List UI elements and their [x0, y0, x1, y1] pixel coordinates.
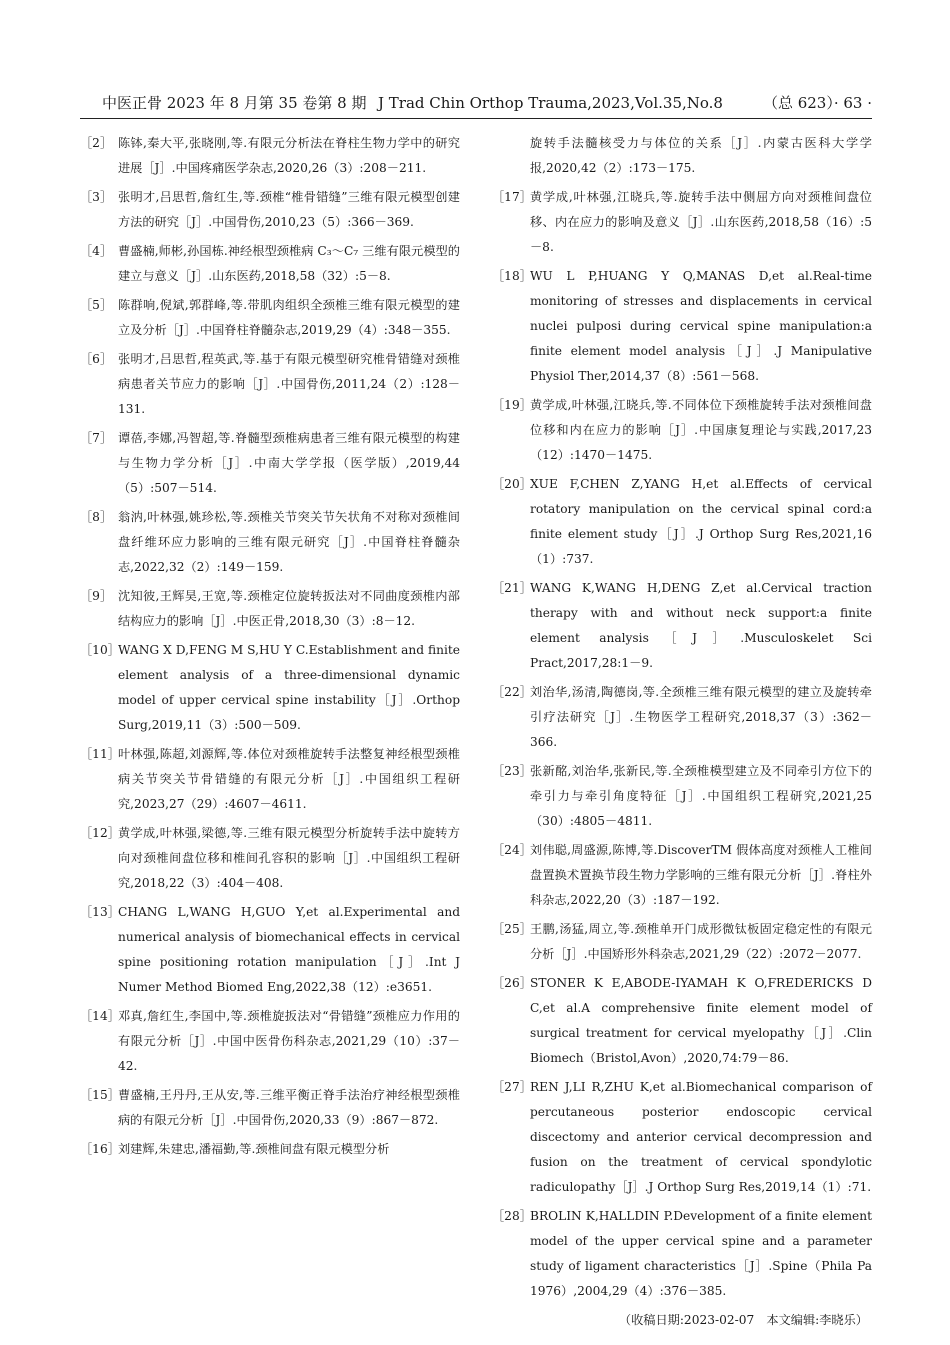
reference-number: ［13］	[80, 905, 120, 919]
reference-number: ［24］	[492, 843, 532, 857]
reference-item	[80, 505, 460, 580]
reference-text: 张明才,吕思哲,詹红生,等.颈椎“椎骨错缝”三维有限元模型创建方法的研究［J］.中国骨伤,2010,23（5）:366－369.	[118, 190, 460, 229]
reference-item	[80, 347, 460, 422]
reference-number: ［6］	[80, 352, 113, 366]
reference-text: WANG X D,FENG M S,HU Y C.Establishment and finite element analysis of a three-dimensional dynamic model of upper cervical spine instability［J］.Orthop Surg,2019,11（3）:500－509.	[118, 643, 460, 732]
reference-text: 陈群响,倪斌,郭群峰,等.带肌肉组织全颈椎三维有限元模型的建立及分析［J］.中国脊柱脊髓杂志,2019,29（4）:348－355.	[118, 298, 460, 337]
reference-text: 曹盛楠,王丹丹,王从安,等.三维平衡正脊手法治疗神经根型颈椎病的有限元分析［J］.中国骨伤,2020,33（9）:867－872.	[118, 1088, 460, 1127]
reference-continuation	[492, 131, 872, 181]
reference-item	[80, 131, 460, 181]
reference-number: ［11］	[80, 747, 120, 761]
reference-column-right	[492, 131, 872, 1333]
reference-item	[492, 1075, 872, 1200]
reference-item	[492, 1204, 872, 1304]
reference-number: ［14］	[80, 1009, 120, 1023]
reference-number: ［22］	[492, 685, 532, 699]
reference-text: 刘建辉,朱建忠,潘福勤,等.颈椎间盘有限元模型分析	[118, 1142, 390, 1156]
reference-number: ［19］	[492, 398, 532, 412]
reference-number: ［12］	[80, 826, 120, 840]
reference-text: 黄学成,叶林强,江晓兵,等.不同体位下颈椎旋转手法对颈椎间盘位移和内在应力的影响［J］.中国康复理论与实践,2017,23（12）:1470－1475.	[530, 398, 872, 462]
journal-title-cn: 中医正骨 2023 年 8 月第 35 卷第 8 期	[102, 94, 367, 112]
reference-item	[492, 393, 872, 468]
reference-number: ［3］	[80, 190, 113, 204]
reference-item	[492, 185, 872, 260]
reference-item	[492, 264, 872, 389]
reference-column-left	[80, 131, 460, 1166]
reference-number: ［7］	[80, 431, 113, 445]
reference-number: ［27］	[492, 1080, 532, 1094]
reference-item	[80, 185, 460, 235]
reference-number: ［4］	[80, 244, 113, 258]
reference-number: ［5］	[80, 298, 113, 312]
reference-number: ［26］	[492, 976, 532, 990]
reference-item	[80, 821, 460, 896]
reference-item	[492, 680, 872, 755]
reference-text: 沈知彼,王辉昊,王宽,等.颈椎定位旋转扳法对不同曲度颈椎内部结构应力的影响［J］.中医正骨,2018,30（3）:8－12.	[118, 589, 460, 628]
reference-text: 刘伟聪,周盛源,陈博,等.DiscoverTM 假体高度对颈椎人工椎间盘置换术置换节段生物力学影响的三维有限元分析［J］.脊柱外科杂志,2022,20（3）:187－192.	[530, 843, 872, 907]
reference-number: ［18］	[492, 269, 532, 283]
reference-text: WANG K,WANG H,DENG Z,et al.Cervical traction therapy with and without neck support:a finite element analysis［J］.Musculoskelet Sci Pract,2017,28:1－9.	[530, 581, 872, 670]
reference-text: 邓真,詹红生,李国中,等.颈椎旋扳法对“骨错缝”颈椎应力作用的有限元分析［J］.中国中医骨伤科杂志,2021,29（10）:37－42.	[118, 1009, 460, 1073]
reference-item	[80, 1004, 460, 1079]
received-date-note: （收稿日期:2023-02-07 本文编辑:李晓乐）	[618, 1313, 868, 1327]
reference-text: STONER K E,ABODE-IYAMAH K O,FREDERICKS D C,et al.A comprehensive finite element model of surgical treatment for cervical myelopathy［J］.Clin Biomech（Bristol,Avon）,2020,74:79－86.	[530, 976, 872, 1065]
reference-item	[80, 1083, 460, 1133]
reference-number: ［23］	[492, 764, 532, 778]
reference-item	[80, 426, 460, 501]
reference-text: 张明才,吕思哲,程英武,等.基于有限元模型研究椎骨错缝对颈椎病患者关节应力的影响［J］.中国骨伤,2011,24（2）:128－131.	[118, 352, 460, 416]
reference-text: 张新酩,刘治华,张新民,等.全颈椎模型建立及不同牵引方位下的牵引力与牵引角度特征［J］.中国组织工程研究,2021,25（30）:4805－4811.	[530, 764, 872, 828]
reference-number: ［25］	[492, 922, 532, 936]
reference-item	[492, 576, 872, 676]
reference-text: 王鹏,汤猛,周立,等.颈椎单开门成形微钛板固定稳定性的有限元分析［J］.中国矫形外科杂志,2021,29（22）:2072－2077.	[530, 922, 872, 961]
header-rule	[80, 118, 872, 119]
reference-text: REN J,LI R,ZHU K,et al.Biomechanical comparison of percutaneous posterior endoscopic cervical discectomy and anterior cervical decompression and fusion on the treatment of cervical spondylotic radiculopathy［J］.J Orthop Surg Res,2019,14（1）:71.	[530, 1080, 872, 1194]
reference-item	[80, 742, 460, 817]
reference-item	[80, 239, 460, 289]
reference-item	[492, 472, 872, 572]
reference-text: 翁汭,叶林强,姚珍松,等.颈椎关节突关节矢状角不对称对颈椎间盘纤维环应力影响的三维有限元研究［J］.中国脊柱脊髓杂志,2022,32（2）:149－159.	[118, 510, 460, 574]
reference-text: 谭蓓,李娜,冯智超,等.脊髓型颈椎病患者三维有限元模型的构建与生物力学分析［J］.中南大学学报（医学版）,2019,44（5）:507－514.	[118, 431, 460, 495]
reference-number: ［21］	[492, 581, 532, 595]
reference-item	[80, 900, 460, 1000]
reference-number: ［28］	[492, 1209, 532, 1223]
reference-item	[80, 638, 460, 738]
reference-number: ［15］	[80, 1088, 120, 1102]
reference-item	[492, 971, 872, 1071]
reference-text: 刘治华,汤清,陶德岗,等.全颈椎三维有限元模型的建立及旋转牵引疗法研究［J］.生物医学工程研究,2018,37（3）:362－366.	[530, 685, 872, 749]
reference-number: ［17］	[492, 190, 532, 204]
reference-item	[80, 293, 460, 343]
reference-item	[80, 584, 460, 634]
reference-text: XUE F,CHEN Z,YANG H,et al.Effects of cervical rotatory manipulation on the cervical spinal cord:a finite element study［J］.J Orthop Surg Res,2021,16（1）:737.	[530, 477, 872, 566]
journal-title-en: J Trad Chin Orthop Trauma,2023,Vol.35,No.8	[378, 94, 723, 112]
reference-text: 曹盛楠,师彬,孙国栋.神经根型颈椎病 C₃～C₇ 三维有限元模型的建立与意义［J］.山东医药,2018,58（32）:5－8.	[118, 244, 460, 283]
reference-text: 叶林强,陈超,刘源辉,等.体位对颈椎旋转手法整复神经根型颈椎病关节突关节骨错缝的有限元分析［J］.中国组织工程研究,2023,27（29）:4607－4611.	[118, 747, 460, 811]
reference-text: WU L P,HUANG Y Q,MANAS D,et al.Real-time monitoring of stresses and displacements in cervical nuclei pulposi during cervical spine manipulation:a finite element model analysis［J］.J Manipulative Physiol Ther,2014,37（8）:561－568.	[530, 269, 872, 383]
reference-number: ［2］	[80, 136, 113, 150]
reference-number: ［8］	[80, 510, 113, 524]
reference-number: ［20］	[492, 477, 532, 491]
reference-text: BROLIN K,HALLDIN P.Development of a finite element model of the upper cervical spine and a parameter study of ligament characteristics［J］.Spine（Phila Pa 1976）,2004,29（4）:376－385.	[530, 1209, 872, 1298]
reference-number: ［10］	[80, 643, 120, 657]
page-number: （总 623）· 63 ·	[762, 94, 872, 112]
reference-item	[492, 838, 872, 913]
reference-text: 黄学成,叶林强,江晓兵,等.旋转手法中侧屈方向对颈椎间盘位移、内在应力的影响及意义［J］.山东医药,2018,58（16）:5－8.	[530, 190, 872, 254]
reference-text: 黄学成,叶林强,梁德,等.三维有限元模型分析旋转手法中旋转方向对颈椎间盘位移和椎间孔容积的影响［J］.中国组织工程研究,2018,22（3）:404－408.	[118, 826, 460, 890]
running-header	[80, 92, 872, 114]
reference-item	[492, 917, 872, 967]
reference-text: 旋转手法髓核受力与体位的关系［J］.内蒙古医科大学学报,2020,42（2）:173－175.	[530, 136, 872, 175]
reference-number: ［16］	[80, 1142, 120, 1156]
reference-item	[492, 759, 872, 834]
reference-text: CHANG L,WANG H,GUO Y,et al.Experimental and numerical analysis of biomechanical effects in cervical spine positioning rotation manipulation［J］.Int J Numer Method Biomed Eng,2022,38（12）:e3651.	[118, 905, 460, 994]
reference-number: ［9］	[80, 589, 113, 603]
reference-item	[80, 1137, 460, 1162]
reference-text: 陈钵,秦大平,张晓刚,等.有限元分析法在脊柱生物力学中的研究进展［J］.中国疼痛医学杂志,2020,26（3）:208－211.	[118, 136, 460, 175]
